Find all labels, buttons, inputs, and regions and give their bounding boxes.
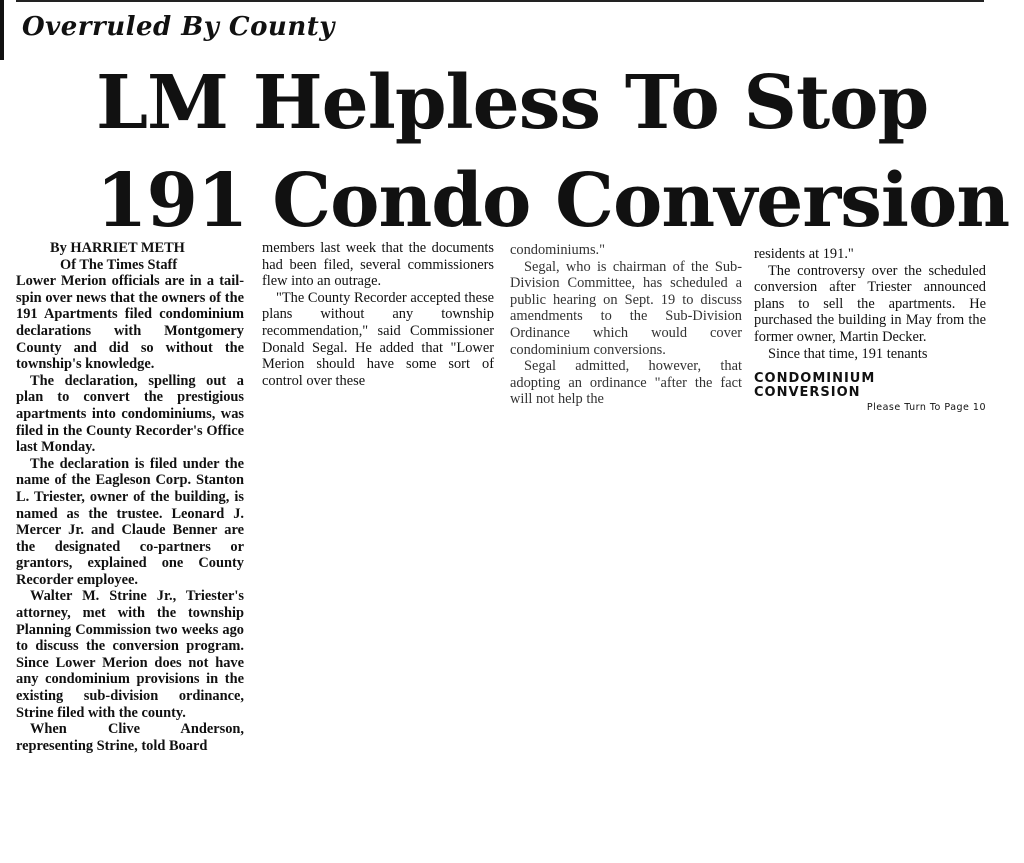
paragraph: The controversy over the scheduled conversion after Triester announced plans to sell the apartments. He purchased the building in May from the former owner, Martin Decker. (754, 262, 986, 345)
paragraph: residents at 191." (754, 246, 854, 262)
paragraph: Segal, who is chairman of the Sub-Division Committee, has scheduled a public hearing on Sept. 19 to discuss amendments to the Sub-Division Ordinance which would cover condominium conversions. (510, 258, 742, 358)
top-rule (16, 0, 984, 2)
article-column-3 (510, 242, 742, 408)
jump-head-line-2: CONVERSION (754, 385, 861, 401)
article-column-4 (754, 246, 986, 417)
jump-head (754, 372, 986, 400)
paragraph: The declaration, spelling out a plan to convert the prestigious apartments into condominiums, was filed in the County Recorder's Office last Monday. (16, 372, 244, 456)
paragraph: condominiums." (510, 242, 606, 258)
article-column-1 (16, 240, 244, 754)
paragraph: Lower Merion officials are in a tail-spin over news that the owners of the 191 Apartments filed condominium declarations with Montgomery County and did so without the township's knowledge. (16, 273, 244, 373)
continuation-note: Please Turn To Page 10 (866, 402, 986, 414)
byline-staff: Of The Times Staff (60, 256, 178, 273)
paragraph: Segal admitted, however, that adopting an ordinance "after the fact will not help the (510, 358, 742, 408)
paragraph: The declaration is filed under the name of the Eagleson Corp. Stanton L. Triester, owner of the building, is named as the trustee. Leonard J. Mercer Jr. and Claude Benner are the designated co-partners or grantors, explained one County Recorder employee. (16, 455, 244, 588)
paragraph: "The County Recorder accepted these plans without any township recommendation," said Commissioner Donald Segal. He added that "Lower Merion should have some sort of control over these (262, 289, 494, 389)
jump-head-line-1: CONDOMINIUM (754, 371, 876, 387)
headline-line-1: LM Helpless To Stop (96, 60, 929, 146)
byline: By HARRIET METH (50, 240, 185, 256)
article-column-2 (262, 240, 494, 389)
paragraph: Since that time, 191 tenants (768, 345, 928, 362)
kicker: Overruled By County (22, 12, 335, 42)
left-rule (0, 0, 4, 60)
paragraph: members last week that the documents had been filed, several commissioners flew into an outrage. (262, 240, 494, 290)
headline-line-2: 191 Condo Conversion (96, 158, 1010, 244)
headline (96, 54, 1010, 250)
paragraph: Walter M. Strine Jr., Triester's attorney, met with the township Planning Commission two weeks ago to discuss the conversion program. Since Lower Merion does not have any condominium provisions in the existing sub-division ordinance, Strine filed with the county. (16, 588, 244, 721)
paragraph: When Clive Anderson, representing Strine, told Board (16, 721, 244, 754)
